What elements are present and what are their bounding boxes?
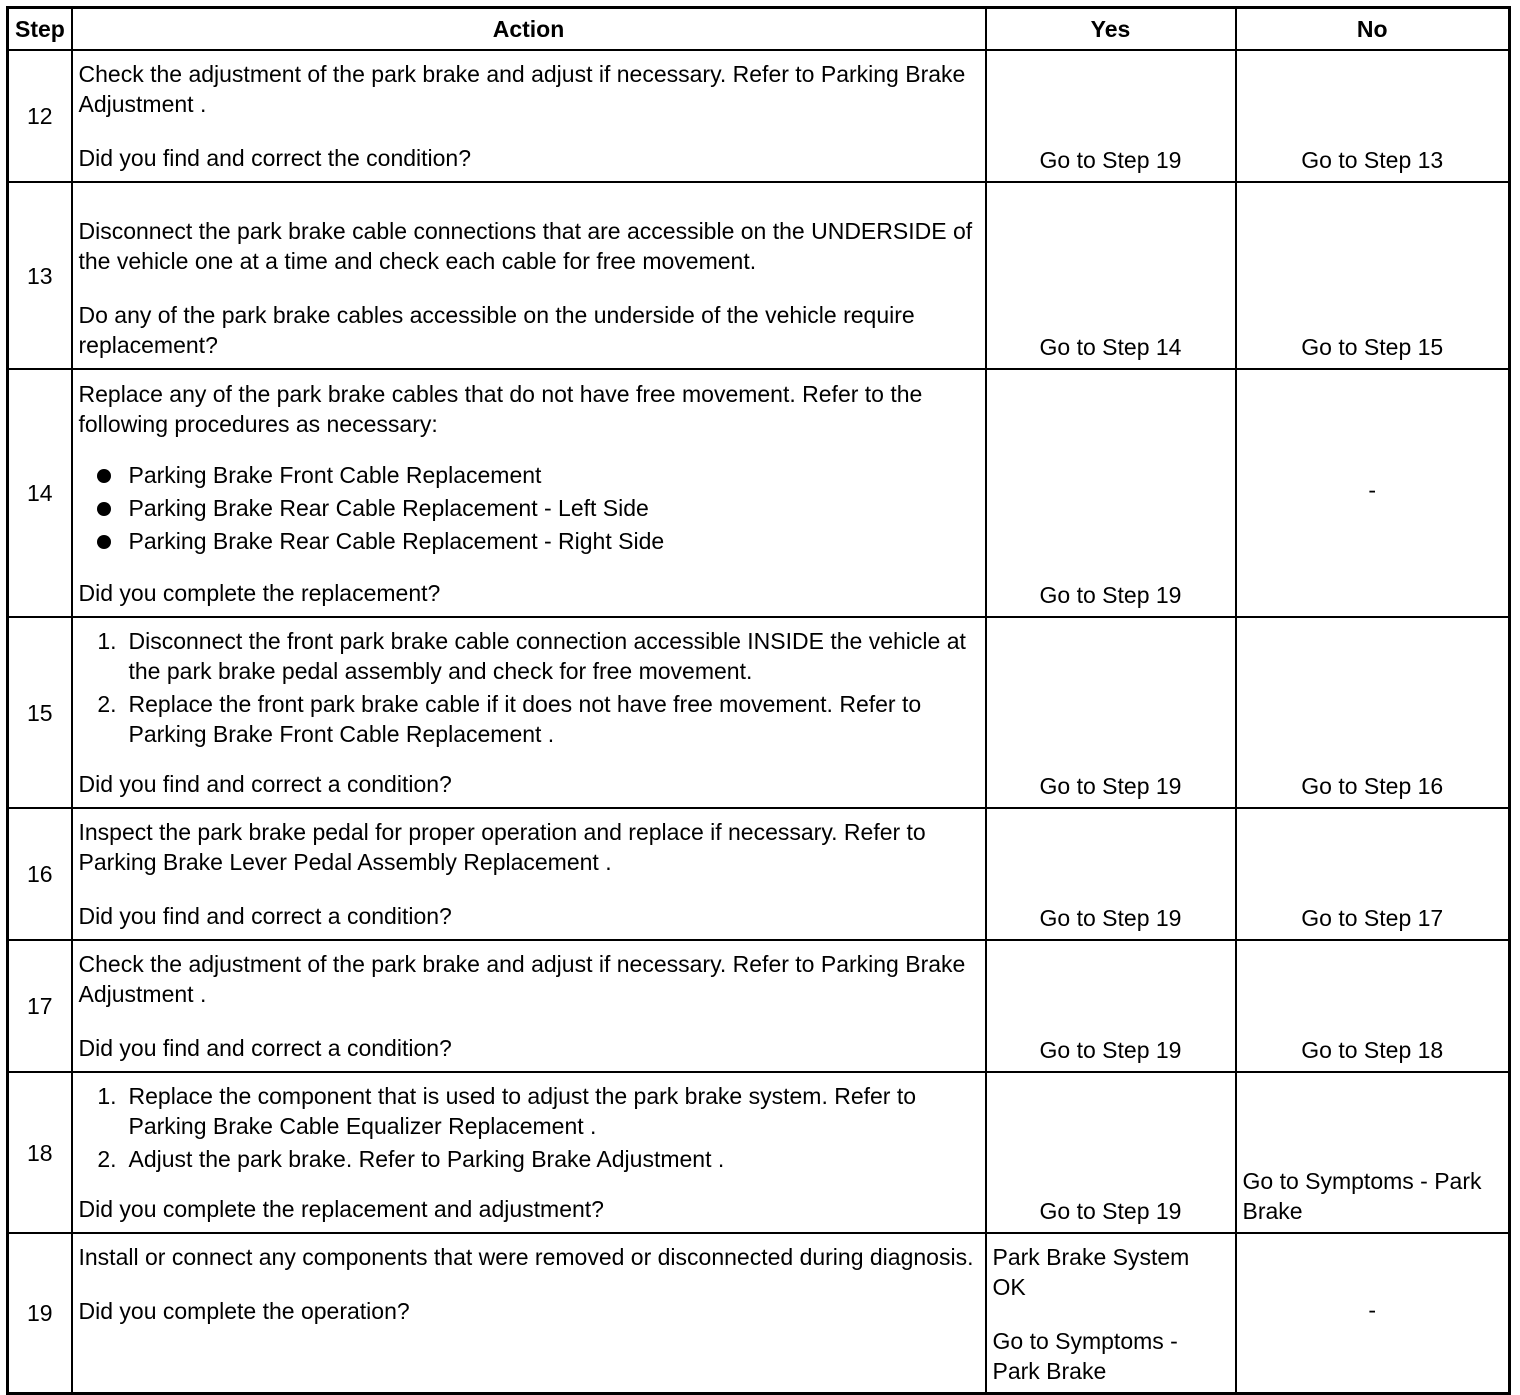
table-row <box>8 1072 1510 1233</box>
numbered-list <box>79 626 979 749</box>
action-cell <box>72 50 986 182</box>
list-item <box>79 626 979 686</box>
action-question: Did you complete the replacement and adjustment? <box>78 1196 604 1222</box>
header-row <box>8 8 1510 51</box>
action-question: Did you find and correct a condition? <box>78 771 452 797</box>
action-cell <box>72 369 986 617</box>
action-text: Replace any of the park brake cables that do not have free movement. Refer to the following procedures as necessary: <box>78 381 923 437</box>
action-cell <box>72 617 986 808</box>
step-number: 19 <box>8 1233 72 1394</box>
yes-result: Go to Step 19 <box>986 617 1236 808</box>
step-number: 15 <box>8 617 72 808</box>
action-cell <box>72 1233 986 1394</box>
no-result: Go to Symptoms - Park Brake <box>1236 1072 1510 1233</box>
item-text: Adjust the park brake. Refer to Parking Brake Adjustment . <box>128 1146 725 1172</box>
no-result: - <box>1236 369 1510 617</box>
no-result: - <box>1236 1233 1510 1394</box>
no-result: Go to Step 13 <box>1236 50 1510 182</box>
step-number: 16 <box>8 808 72 940</box>
table-row <box>8 808 1510 940</box>
item-text: Disconnect the front park brake cable connection accessible INSIDE the vehicle at the park brake pedal assembly and check for free movement. <box>128 628 966 684</box>
action-text: Disconnect the park brake cable connections that are accessible on the UNDERSIDE of the vehicle one at a time and check each cable for free movement. <box>78 218 973 274</box>
action-question: Did you complete the operation? <box>78 1298 410 1324</box>
item-number: 2. <box>97 1146 117 1172</box>
action-text: Install or connect any components that were removed or disconnected during diagnosis. <box>78 1244 974 1270</box>
step-number: 13 <box>8 182 72 369</box>
diagnostic-table <box>6 6 1511 1395</box>
no-result: Go to Step 18 <box>1236 940 1510 1072</box>
item-number: 1. <box>97 628 117 654</box>
table-row <box>8 50 1510 182</box>
action-question: Did you complete the replacement? <box>78 580 441 606</box>
item-text: Replace the component that is used to adjust the park brake system. Refer to Parking Brake Cable Equalizer Replacement . <box>128 1083 917 1139</box>
list-item <box>79 1081 979 1141</box>
table-row <box>8 617 1510 808</box>
item-number: 1. <box>97 1083 117 1109</box>
action-cell <box>72 1072 986 1233</box>
yes-result-symptoms: Go to Symptoms - Park Brake <box>992 1328 1178 1384</box>
yes-result: Go to Step 19 <box>986 50 1236 182</box>
yes-result: Go to Step 14 <box>986 182 1236 369</box>
yes-result <box>986 1233 1236 1394</box>
table-row <box>8 940 1510 1072</box>
list-item <box>79 689 979 749</box>
table-row <box>8 369 1510 617</box>
no-result: Go to Step 17 <box>1236 808 1510 940</box>
yes-result: Go to Step 19 <box>986 808 1236 940</box>
action-cell <box>72 940 986 1072</box>
no-result: Go to Step 16 <box>1236 617 1510 808</box>
action-text: Check the adjustment of the park brake and adjust if necessary. Refer to Parking Brake Adjustment . <box>78 951 966 1007</box>
step-number: 17 <box>8 940 72 1072</box>
header-action: Action <box>72 8 986 51</box>
item-number: 2. <box>97 691 117 717</box>
table-row <box>8 1233 1510 1394</box>
list-item <box>79 1144 979 1174</box>
item-text: Replace the front park brake cable if it does not have free movement. Refer to Parking Brake Front Cable Replacement . <box>128 691 922 747</box>
action-question: Did you find and correct a condition? <box>78 1035 452 1061</box>
yes-result-ok: Park Brake System OK <box>992 1244 1190 1300</box>
yes-result: Go to Step 19 <box>986 369 1236 617</box>
table-row <box>8 182 1510 369</box>
action-text: Inspect the park brake pedal for proper operation and replace if necessary. Refer to Parking Brake Lever Pedal Assembly Replacement . <box>78 819 926 875</box>
action-question: Did you find and correct the condition? <box>78 145 472 171</box>
yes-result: Go to Step 19 <box>986 1072 1236 1233</box>
numbered-list <box>79 1081 979 1174</box>
list-item: Parking Brake Front Cable Replacement <box>79 459 979 492</box>
action-question: Do any of the park brake cables accessible on the underside of the vehicle require replacement? <box>78 302 915 358</box>
header-no: No <box>1236 8 1510 51</box>
action-question: Did you find and correct a condition? <box>78 903 452 929</box>
header-step: Step <box>8 8 72 51</box>
header-yes: Yes <box>986 8 1236 51</box>
action-cell <box>72 182 986 369</box>
action-text: Check the adjustment of the park brake and adjust if necessary. Refer to Parking Brake Adjustment . <box>78 61 966 117</box>
step-number: 14 <box>8 369 72 617</box>
procedure-list <box>79 459 979 558</box>
yes-result: Go to Step 19 <box>986 940 1236 1072</box>
action-cell <box>72 808 986 940</box>
step-number: 12 <box>8 50 72 182</box>
list-item: Parking Brake Rear Cable Replacement - Left Side <box>79 492 979 525</box>
step-number: 18 <box>8 1072 72 1233</box>
list-item: Parking Brake Rear Cable Replacement - Right Side <box>79 525 979 558</box>
no-result: Go to Step 15 <box>1236 182 1510 369</box>
